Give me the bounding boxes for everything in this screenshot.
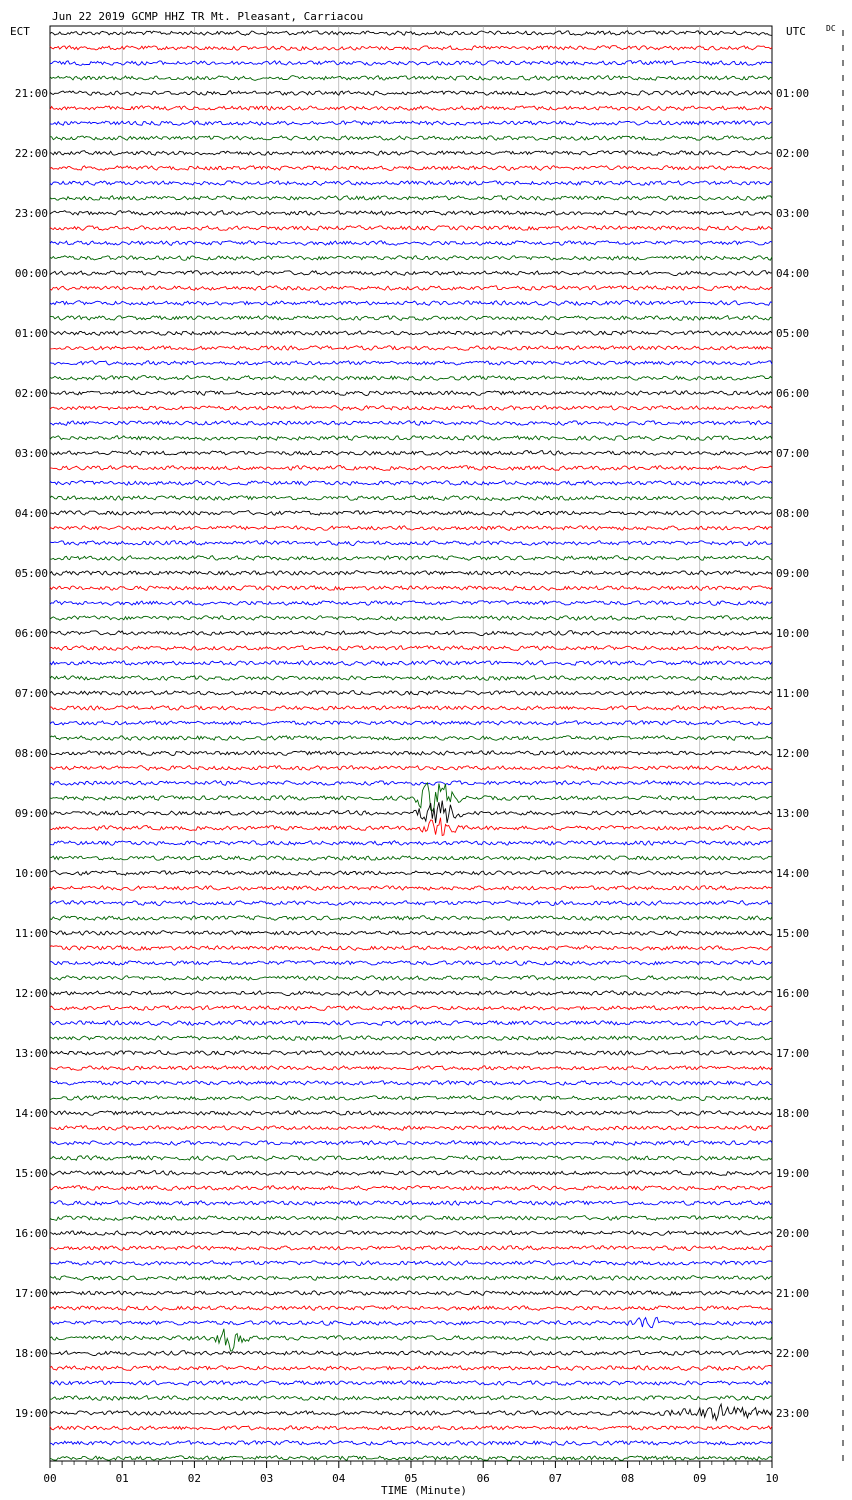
utc-hour-label: 13:00 <box>776 807 810 820</box>
left-axis-label: ECT <box>10 25 30 38</box>
ect-hour-label: 00:00 <box>14 267 48 280</box>
utc-hour-label: 11:00 <box>776 687 810 700</box>
ect-hour-label: 10:00 <box>14 867 48 880</box>
dc-label: DC <box>826 24 836 33</box>
right-axis-label: UTC <box>786 25 806 38</box>
utc-hour-label: 17:00 <box>776 1047 810 1060</box>
ect-hour-label: 13:00 <box>14 1047 48 1060</box>
ect-hour-label: 02:00 <box>14 387 48 400</box>
utc-hour-label: 02:00 <box>776 147 810 160</box>
minute-gridlines <box>122 26 700 1461</box>
ect-hour-label: 23:00 <box>14 207 48 220</box>
ect-hour-label: 04:00 <box>14 507 48 520</box>
ect-hour-label: 12:00 <box>14 987 48 1000</box>
utc-hour-label: 10:00 <box>776 627 810 640</box>
x-tick-label: 07 <box>548 1472 563 1485</box>
utc-hour-label: 19:00 <box>776 1167 810 1180</box>
ect-hour-label: 08:00 <box>14 747 48 760</box>
ect-hour-labels <box>15 87 48 1420</box>
x-tick-label: 06 <box>476 1472 490 1485</box>
x-axis-ticks <box>43 1461 778 1485</box>
utc-hour-label: 20:00 <box>776 1227 810 1240</box>
x-tick-label: 03 <box>259 1472 274 1485</box>
utc-hour-label: 07:00 <box>776 447 810 460</box>
ect-hour-label: 15:00 <box>14 1167 48 1180</box>
chart-title: Jun 22 2019 GCMP HHZ TR Mt. Pleasant, Carriacou <box>52 10 364 23</box>
ect-hour-label: 18:00 <box>14 1347 48 1360</box>
x-tick-label: 09 <box>693 1472 707 1485</box>
utc-hour-labels <box>776 87 809 1420</box>
ect-hour-label: 09:00 <box>14 807 48 820</box>
utc-hour-label: 05:00 <box>776 327 810 340</box>
x-tick-label: 02 <box>187 1472 202 1485</box>
ect-hour-label: 07:00 <box>14 687 48 700</box>
ect-hour-label: 17:00 <box>14 1287 48 1300</box>
x-tick-label: 08 <box>620 1472 635 1485</box>
x-tick-label: 10 <box>765 1472 779 1485</box>
ect-hour-label: 06:00 <box>14 627 48 640</box>
x-axis-label: TIME (Minute) <box>380 1484 468 1497</box>
utc-hour-label: 22:00 <box>776 1347 810 1360</box>
ect-hour-label: 21:00 <box>14 87 48 100</box>
utc-hour-label: 14:00 <box>776 867 810 880</box>
ect-hour-label: 19:00 <box>14 1407 48 1420</box>
utc-hour-label: 08:00 <box>776 507 810 520</box>
ect-hour-label: 22:00 <box>14 147 48 160</box>
ect-hour-label: 01:00 <box>14 327 48 340</box>
utc-hour-label: 12:00 <box>776 747 810 760</box>
utc-hour-label: 01:00 <box>776 87 810 100</box>
ect-hour-label: 05:00 <box>14 567 48 580</box>
x-tick-label: 05 <box>404 1472 418 1485</box>
utc-hour-label: 18:00 <box>776 1107 810 1120</box>
utc-hour-label: 04:00 <box>776 267 810 280</box>
utc-hour-label: 06:00 <box>776 387 810 400</box>
ect-hour-label: 03:00 <box>14 447 48 460</box>
x-tick-label: 01 <box>115 1472 129 1485</box>
ect-hour-label: 14:00 <box>14 1107 48 1120</box>
utc-hour-label: 03:00 <box>776 207 810 220</box>
utc-hour-label: 23:00 <box>776 1407 810 1420</box>
x-tick-label: 04 <box>332 1472 346 1485</box>
x-tick-label: 00 <box>43 1472 57 1485</box>
utc-hour-label: 09:00 <box>776 567 810 580</box>
utc-hour-label: 21:00 <box>776 1287 810 1300</box>
ect-hour-label: 16:00 <box>14 1227 48 1240</box>
utc-hour-label: 16:00 <box>776 987 810 1000</box>
utc-hour-label: 15:00 <box>776 927 810 940</box>
ect-hour-label: 11:00 <box>14 927 48 940</box>
